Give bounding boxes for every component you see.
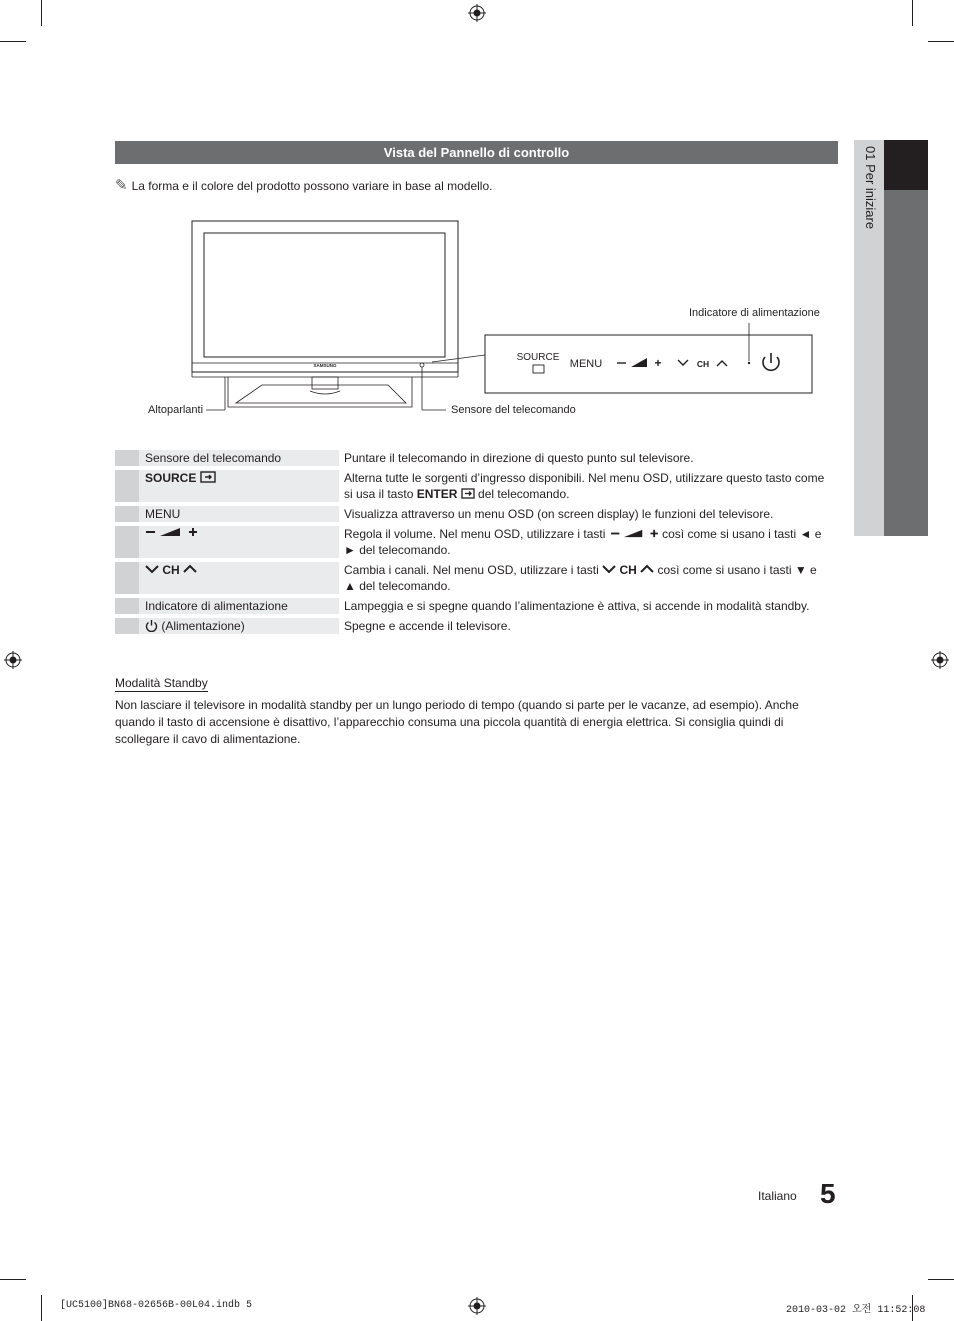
row-desc: Spegne e accende il televisore. bbox=[344, 619, 511, 633]
table-row bbox=[115, 562, 830, 594]
row-name: Sensore del telecomando bbox=[139, 450, 339, 466]
row-name: (Alimentazione) bbox=[139, 618, 339, 634]
row-desc: Visualizza attraverso un menu OSD (on screen display) le funzioni del televisore. bbox=[344, 507, 774, 521]
slug-right: 2010-03-02 오전 11:52:08 bbox=[786, 1305, 926, 1316]
tv-stand-base bbox=[228, 377, 412, 407]
table-row bbox=[115, 526, 830, 558]
row-name: SOURCE bbox=[139, 470, 339, 502]
source-icon bbox=[200, 471, 216, 483]
registration-mark-icon bbox=[468, 1297, 486, 1315]
enter-icon bbox=[461, 488, 475, 499]
registration-mark-icon bbox=[4, 651, 22, 669]
power-icon bbox=[145, 619, 158, 632]
remote-sensor-dot bbox=[420, 363, 424, 367]
channel-down-icon bbox=[602, 564, 616, 574]
row-name bbox=[139, 526, 339, 558]
volume-controls-icon bbox=[609, 528, 659, 539]
crop-mark bbox=[928, 1279, 954, 1280]
source-icon bbox=[533, 365, 544, 373]
control-table bbox=[115, 446, 830, 638]
table-row bbox=[115, 598, 830, 614]
label-remote-sensor: Sensore del telecomando bbox=[451, 404, 576, 416]
channel-down-icon bbox=[145, 564, 159, 574]
page-number: 5 bbox=[820, 1178, 836, 1209]
label-power-indicator: Indicatore di alimentazione bbox=[689, 307, 820, 319]
row-name: CH bbox=[139, 562, 339, 594]
power-button-icon bbox=[763, 353, 779, 370]
row-desc: Regola il volume. Nel menu OSD, utilizzare i tasti così come si usano i tasti ◄ e ► del telecomando. bbox=[344, 527, 822, 557]
crop-mark bbox=[0, 1279, 26, 1280]
volume-controls-icon bbox=[145, 526, 197, 538]
row-name: Indicatore di alimentazione bbox=[139, 598, 339, 614]
volume-plus-icon: + bbox=[654, 356, 662, 370]
standby-title: Modalità Standby bbox=[115, 676, 208, 690]
label-speakers: Altoparlanti bbox=[148, 404, 204, 416]
table-row bbox=[115, 618, 830, 634]
table-row bbox=[115, 470, 830, 502]
tv-bezel bbox=[192, 221, 458, 372]
note-text: La forma e il colore del prodotto possono variare in base al modello. bbox=[131, 179, 493, 193]
pencil-note-icon: ✎ bbox=[115, 177, 128, 194]
registration-mark-icon bbox=[931, 651, 949, 669]
panel-menu-label: MENU bbox=[569, 358, 603, 370]
slug-left: [UC5100]BN68-02656B-00L04.indb 5 bbox=[60, 1300, 253, 1311]
tv-front-diagram bbox=[140, 215, 820, 425]
note bbox=[115, 176, 492, 194]
standby-text: Non lasciare il televisore in modalità standby per un lungo periodo di tempo (quando si parte per le vacanze, ad esempio). Anche quando il tasto di accensione è disattivo, l’apparecchio consuma una piccola quantità di energia elettrica. Si consiglia quindi di scollegare il cavo di alimentazione. bbox=[115, 698, 799, 746]
panel-source-label: SOURCE bbox=[516, 352, 560, 363]
row-desc: Puntare il telecomando in direzione di questo punto sul televisore. bbox=[344, 451, 694, 465]
panel-ch-label: CH bbox=[696, 359, 710, 369]
chapter-label: 01 Per iniziare bbox=[863, 146, 878, 230]
tv-screen bbox=[204, 233, 445, 357]
section-title: Vista del Pannello di controllo bbox=[115, 141, 838, 164]
volume-icon bbox=[631, 358, 647, 367]
channel-down-icon bbox=[678, 360, 688, 365]
crop-mark bbox=[0, 41, 26, 42]
table-row bbox=[115, 506, 830, 522]
row-desc: Lampeggia e si spegne quando l’alimentazione è attiva, si accende in modalità standby. bbox=[344, 599, 810, 613]
tv-stand-neck bbox=[312, 377, 338, 389]
row-desc: Alterna tutte le sorgenti d’ingresso disponibili. Nel menu OSD, utilizzare questo tasto come si usa il tasto ENTER del telecomando. bbox=[344, 471, 825, 501]
channel-up-icon bbox=[183, 564, 197, 574]
crop-mark bbox=[41, 1295, 42, 1321]
chapter-side-tab bbox=[854, 140, 928, 536]
table-row bbox=[115, 450, 830, 466]
registration-mark-icon bbox=[468, 4, 486, 22]
crop-mark bbox=[912, 0, 913, 26]
channel-up-icon bbox=[717, 361, 727, 366]
footer-language: Italiano bbox=[758, 1189, 797, 1203]
row-desc: Cambia i canali. Nel menu OSD, utilizzare i tasti CH così come si usano i tasti ▼ e ▲ del telecomando. bbox=[344, 563, 817, 593]
crop-mark bbox=[41, 0, 42, 26]
channel-up-icon bbox=[640, 564, 654, 574]
tv-brand-logo: SAMSUNG bbox=[313, 363, 337, 368]
crop-mark bbox=[928, 41, 954, 42]
row-name: MENU bbox=[139, 506, 339, 522]
power-indicator-dot bbox=[748, 362, 750, 364]
